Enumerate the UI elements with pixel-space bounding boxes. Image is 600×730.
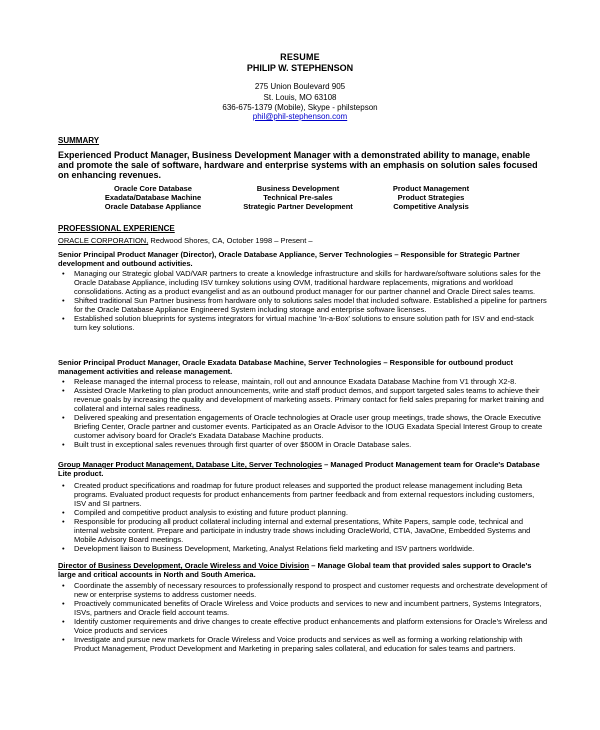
skill-item: Oracle Database Appliance (104, 202, 202, 211)
company-name: ORACLE CORPORATION, (58, 236, 149, 245)
company-details: Redwood Shores, CA, October 1998 – Present – (148, 236, 313, 245)
bullet-text: Shifted traditional Sun Partner business from hardware only to solutions sales model that included software. Established a pipeline for partners for the Oracle Database Appliance Engineered System including storage and enterprise software licenses. (74, 296, 547, 314)
list-item (58, 517, 548, 544)
email-line (0, 112, 600, 121)
bullet-icon: • (62, 544, 65, 553)
bullet-text: Release managed the internal process to release, maintain, roll out and announce Exadata Database Machine from V1 through X2-8. (74, 377, 517, 386)
role-title-underlined: Group Manager Product Management, Database Lite, Server Technologies (58, 460, 323, 469)
bullet-icon: • (62, 314, 65, 323)
bullet-text: Responsible for producing all product collateral including internal and external presentations, White Papers, sample code, technical and internal website content. Prepare and participate in industry trade shows including OracleWorld, CTIA, JavaOne, Embedded Systems and Mobile Advisory Board meetings. (74, 517, 531, 544)
skill-item: Business Development (256, 184, 340, 193)
bullet-text: Compiled and competitive product analysis to existing and future product planning. (74, 508, 348, 517)
bullet-text: Built trust in exceptional sales revenues through first quarter of over $500M in Oracle Database sales. (74, 440, 412, 449)
summary-text: Experienced Product Manager, Business Development Manager with a demonstrated ability to manage, enable and promote the sale of software, hardware and enterprise systems with an emphasis on solution sales focused on enhancing revenues. (58, 150, 538, 180)
list-item (58, 377, 548, 386)
role-title-rest: – Managed Product Management team for Oracle's Database Lite product. (58, 460, 540, 478)
list-item (58, 544, 548, 553)
bullet-icon: • (62, 517, 65, 526)
list-item (58, 599, 548, 617)
role-bullets (58, 377, 548, 449)
skill-item: Technical Pre-sales (263, 193, 333, 202)
role-bullets (58, 269, 548, 332)
company-line (58, 236, 548, 245)
list-item (58, 440, 548, 449)
bullet-text: Established solution blueprints for systems integrators for virtual machine 'In-a-Box' solutions to ensure solution path for ISV and end-stack turn key solutions. (74, 314, 534, 332)
bullet-text: Managing our Strategic global VAD/VAR partners to create a knowledge infrastructure and skills for hardware/software solutions sales for the Oracle Database Appliance, including ISV turnkey solutions using OVM, traditional hardware replacements, migrations and workload consolidations. Acting as a product evangelist and as an outbound product manager for our partner channel and Oracle Direct sales teams. (74, 269, 541, 296)
list-item (58, 508, 548, 517)
skill-item: Exadata/Database Machine (104, 193, 202, 202)
email-link[interactable]: phil@phil-stephenson.com (252, 112, 348, 121)
phone-line: 636-675-1379 (Mobile), Skype - philstepson (222, 103, 378, 112)
skills-column-2 (223, 184, 373, 211)
bullet-text: Identify customer requirements and drive changes to create effective product enhancements and platform extensions for Oracle's Wireless and Voice products and services (74, 617, 548, 635)
list-item (58, 386, 548, 413)
bullet-text: Development liaison to Business Development, Marketing, Analyst Relations field marketing and ISV partners worldwide. (74, 544, 475, 553)
address-line-2: St. Louis, MO 63108 (263, 93, 337, 102)
list-item (58, 617, 548, 635)
bullet-icon: • (62, 377, 65, 386)
role-bullets (58, 481, 548, 553)
list-item (58, 269, 548, 296)
skills-column-1 (78, 184, 228, 211)
role-title (58, 460, 548, 478)
skills-column-3 (356, 184, 506, 211)
role-title (58, 561, 548, 579)
bullet-icon: • (62, 440, 65, 449)
role-title-underlined: Director of Business Development, Oracle Wireless and Voice Division (58, 561, 310, 570)
resume-label: RESUME (280, 52, 320, 62)
summary-heading: SUMMARY (58, 136, 100, 145)
bullet-text: Created product specifications and roadmap for future product releases and supported the product release management including Beta programs. Evaluated product requests for product enhancements from partner feedback and from external requestors including customers, ISV and SI partners. (74, 481, 535, 508)
bullet-icon: • (62, 413, 65, 422)
experience-heading: PROFESSIONAL EXPERIENCE (58, 224, 175, 233)
candidate-name: PHILIP W. STEPHENSON (246, 63, 354, 73)
list-item (58, 635, 548, 653)
list-item (58, 481, 548, 508)
skill-item: Product Management (392, 184, 470, 193)
list-item (58, 314, 548, 332)
bullet-icon: • (62, 481, 65, 490)
bullet-icon: • (62, 508, 65, 517)
bullet-icon: • (62, 635, 65, 644)
skill-item: Product Strategies (397, 193, 465, 202)
list-item (58, 296, 548, 314)
bullet-icon: • (62, 296, 65, 305)
bullet-text: Delivered speaking and presentation engagements of Oracle technologies at Oracle user group meetings, trade shows, the Oracle Executive Briefing Center, Oracle partner and customer events. Participated as an Oracle Advisor to the IOUG Exadata Special Interest Group to create customer advisory board for Oracle's Exadata Database Machine products. (74, 413, 543, 440)
skill-item: Competitive Analysis (393, 202, 469, 211)
bullet-icon: • (62, 269, 65, 278)
bullet-text: Assisted Oracle Marketing to plan product announcements, write and staff product demos, and support targeted sales teams to achieve their revenue goals by increasing the quality and development of marketing assets. Primary contact for field sales preparing for market training and collateral and internal sales readiness. (74, 386, 544, 413)
role-title: Senior Principal Product Manager (Director), Oracle Database Appliance, Server Technologies – Responsible for Strategic Partner development and outbound activities. (58, 250, 520, 268)
bullet-text: Proactively communicated benefits of Oracle Wireless and Voice products and services to new and incumbent partners, Systems Integrators, ISVs, partners and Oracle field account teams. (74, 599, 542, 617)
bullet-text: Investigate and pursue new markets for Oracle Wireless and Voice products and services as well as forming a working relationship with Product Management, Product Development and Marketing in preparing sales collateral, and education for sales teams and partners. (74, 635, 523, 653)
bullet-icon: • (62, 581, 65, 590)
list-item (58, 413, 548, 440)
bullet-icon: • (62, 599, 65, 608)
role-title-rest: – Manage Global team that provided sales support to Oracle's large and critical accounts in North and South America. (58, 561, 532, 579)
address-line-1: 275 Union Boulevard 905 (254, 82, 346, 91)
role-bullets (58, 581, 548, 653)
bullet-text: Coordinate the assembly of necessary resources to professionally respond to prospect and customer requests and orchestrate development of new or enterprise systems to address customer needs. (74, 581, 548, 599)
list-item (58, 581, 548, 599)
skill-item: Strategic Partner Development (243, 202, 353, 211)
role-title: Senior Principal Product Manager, Oracle Exadata Database Machine, Server Technologies – Responsible for outbound product management activities and release management. (58, 358, 513, 376)
skill-item: Oracle Core Database (114, 184, 192, 193)
bullet-icon: • (62, 617, 65, 626)
bullet-icon: • (62, 386, 65, 395)
